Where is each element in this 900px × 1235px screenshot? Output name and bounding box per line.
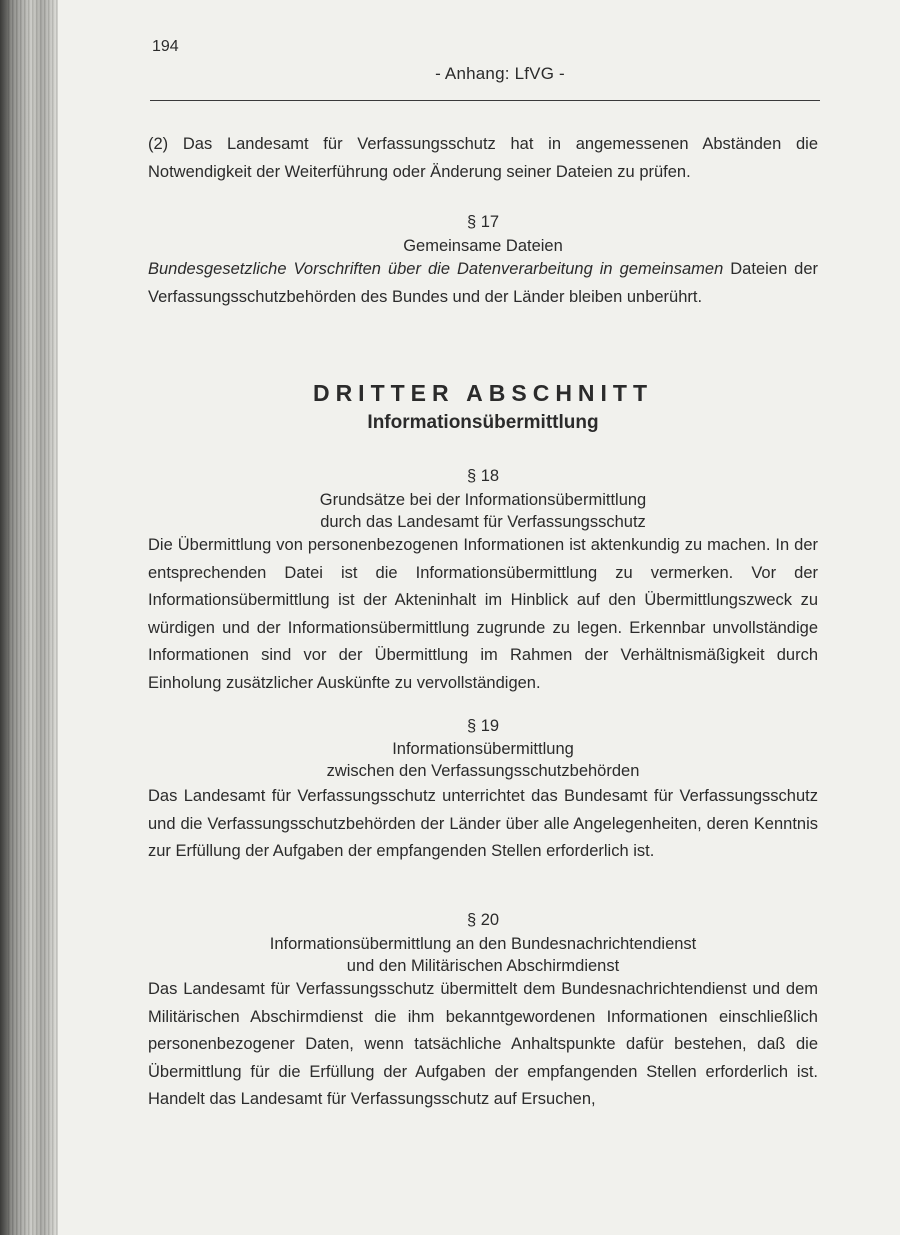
section-19-title-line1: Informationsübermittlung <box>392 740 574 758</box>
section-20-number: § 20 <box>466 911 500 929</box>
section-17-title: Gemeinsame Dateien <box>403 237 563 255</box>
running-head: - Anhang: LfVG - <box>435 64 565 83</box>
section-18-title-line1: Grundsätze bei der Informationsübermittlung <box>319 491 647 509</box>
section-20-body: Das Landesamt für Verfassungsschutz übermittelt dem Bundesnachrichtendienst und dem Militärischen Abschirmdienst die ihm bekanntgewordenen Informationen einschließlich personenbezogener Daten, wenn tatsächliche Anhaltspunkte dafür bestehen, daß die Übermittlung für die Erfüllung der Aufgaben der empfangenden Stellen erforderlich ist. Handelt das Landesamt für Verfassungsschutz auf Ersuchen, <box>148 980 818 1108</box>
section-17-number: § 17 <box>466 213 500 231</box>
section-19-number: § 19 <box>466 717 500 735</box>
chapter-subtitle: Informationsübermittlung <box>367 412 599 433</box>
section-17-body <box>148 256 818 311</box>
paragraph-16-2: (2) Das Landesamt für Verfassungsschutz hat in angemessenen Abständen die Notwendigkeit der Weiterführung oder Änderung seiner Dateien zu prüfen. <box>148 135 818 181</box>
section-20-title-line1: Informationsübermittlung an den Bundesnachrichtendienst <box>269 935 697 953</box>
page-number: 194 <box>152 38 179 55</box>
section-20-title-line2: und den Militärischen Abschirmdienst <box>346 957 620 975</box>
header-rule <box>150 100 820 101</box>
section-18-body: Die Übermittlung von personenbezogenen Informationen ist aktenkundig zu machen. In der entsprechenden Datei ist die Informationsübermittlung zu vermerken. Vor der Informationsübermittlung ist der Akteninhalt im Hinblick auf den Übermittlungszweck zu würdigen und der Informationsübermittlung zugrunde zu legen. Erkennbar unvollständige Informationen sind vor der Übermittlung im Rahmen der Verhältnismäßigkeit durch Einholung zusätzlicher Auskünfte zu vervollständigen. <box>148 536 818 692</box>
section-17-body-italic: Bundesgesetzliche Vorschriften über die Datenverarbeitung in gemeinsamen <box>148 260 724 278</box>
section-18-title-line2: durch das Landesamt für Verfassungsschutz <box>320 513 646 531</box>
chapter-title: DRITTER ABSCHNITT <box>312 380 654 406</box>
section-18-number: § 18 <box>466 467 500 485</box>
section-19-body: Das Landesamt für Verfassungsschutz unterrichtet das Bundesamt für Verfassungsschutz und die Verfassungsschutzbehörden der Länder über alle Angelegenheiten, deren Kenntnis zur Erfüllung der Aufgaben der empfangenden Stellen erforderlich ist. <box>148 787 818 860</box>
section-17-body-rest: Dateien der Verfassungsschutzbehörden des Bundes und der Länder bleiben unberührt. <box>148 260 818 306</box>
section-19-title-line2: zwischen den Verfassungsschutzbehörden <box>326 762 640 780</box>
